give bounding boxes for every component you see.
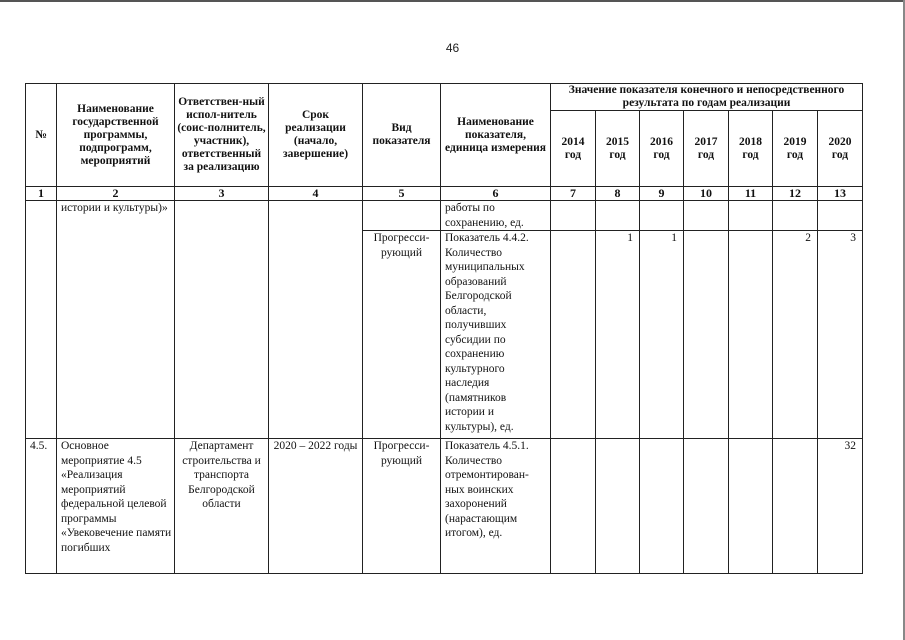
row-value-2020 xyxy=(818,201,863,231)
row-value-2018 xyxy=(729,201,773,231)
row-term xyxy=(269,201,363,439)
program-table xyxy=(25,83,863,574)
row-name: истории и культуры)» xyxy=(57,201,175,439)
row-value-2018 xyxy=(729,439,773,574)
column-number: 8 xyxy=(596,187,640,201)
row-type: Прогресси-рующий xyxy=(363,439,441,574)
column-number: 7 xyxy=(551,187,596,201)
column-number: 1 xyxy=(26,187,57,201)
column-number: 11 xyxy=(729,187,773,201)
column-number: 2 xyxy=(57,187,175,201)
table-row xyxy=(26,201,863,231)
row-value-2015 xyxy=(596,439,640,574)
row-indicator: работы по сохранению, ед. xyxy=(441,201,551,231)
header-term: Срок реализации (начало, завершение) xyxy=(269,84,363,187)
row-no: 4.5. xyxy=(26,439,57,574)
row-value-2014 xyxy=(551,201,596,231)
row-responsible: Департамент строительства и транспорта Белгородской области xyxy=(175,439,269,574)
row-value-2016 xyxy=(640,439,684,574)
row-type: Прогресси-рующий xyxy=(363,231,441,439)
row-name: Основное мероприятие 4.5 «Реализация мероприятий федеральной целевой программы «Увековечение памяти погибших xyxy=(57,439,175,574)
row-value-2020: 3 xyxy=(818,231,863,439)
scan-edge-top xyxy=(0,0,905,2)
header-year-2018: 2018 год xyxy=(729,111,773,187)
header-year-2014: 2014 год xyxy=(551,111,596,187)
header-no: № xyxy=(26,84,57,187)
row-value-2017 xyxy=(684,439,729,574)
row-value-2015 xyxy=(596,201,640,231)
row-value-2015: 1 xyxy=(596,231,640,439)
row-value-2020: 32 xyxy=(818,439,863,574)
row-value-2016 xyxy=(640,201,684,231)
row-type xyxy=(363,201,441,231)
row-term: 2020 – 2022 годы xyxy=(269,439,363,574)
column-number: 4 xyxy=(269,187,363,201)
row-indicator: Показатель 4.5.1. Количество отремонтирован-ных воинских захоронений (нарастающим итогом), ед. xyxy=(441,439,551,574)
column-number: 13 xyxy=(818,187,863,201)
row-value-2016: 1 xyxy=(640,231,684,439)
row-value-2017 xyxy=(684,231,729,439)
header-year-2017: 2017 год xyxy=(684,111,729,187)
page-number: 46 xyxy=(445,41,460,55)
row-no xyxy=(26,201,57,439)
header-year-2016: 2016 год xyxy=(640,111,684,187)
header-name: Наименование государственной программы, подпрограмм, мероприятий xyxy=(57,84,175,187)
column-number: 6 xyxy=(441,187,551,201)
row-value-2019: 2 xyxy=(773,231,818,439)
row-value-2019 xyxy=(773,439,818,574)
column-number: 9 xyxy=(640,187,684,201)
row-responsible xyxy=(175,201,269,439)
row-value-2018 xyxy=(729,231,773,439)
column-number-row xyxy=(26,187,863,201)
column-number: 10 xyxy=(684,187,729,201)
table-row xyxy=(26,439,863,574)
column-number: 12 xyxy=(773,187,818,201)
header-year-2019: 2019 год xyxy=(773,111,818,187)
column-number: 5 xyxy=(363,187,441,201)
header-indicator: Наименование показателя, единица измерения xyxy=(441,84,551,187)
column-number: 3 xyxy=(175,187,269,201)
row-value-2014 xyxy=(551,231,596,439)
row-indicator: Показатель 4.4.2. Количество муниципальных образований Белгородской области, получивших субсидии по сохранению культурного наследия (памятников истории и культуры), ед. xyxy=(441,231,551,439)
header-year-2020: 2020 год xyxy=(818,111,863,187)
row-value-2017 xyxy=(684,201,729,231)
header-year-2015: 2015 год xyxy=(596,111,640,187)
row-value-2014 xyxy=(551,439,596,574)
header-values-group: Значение показателя конечного и непосредственного результата по годам реализации xyxy=(551,84,863,111)
header-responsible: Ответствен-ный испол-нитель (соис-полнитель, участник), ответственный за реализацию xyxy=(175,84,269,187)
header-row-1 xyxy=(26,84,863,111)
header-type: Вид показателя xyxy=(363,84,441,187)
row-value-2019 xyxy=(773,201,818,231)
